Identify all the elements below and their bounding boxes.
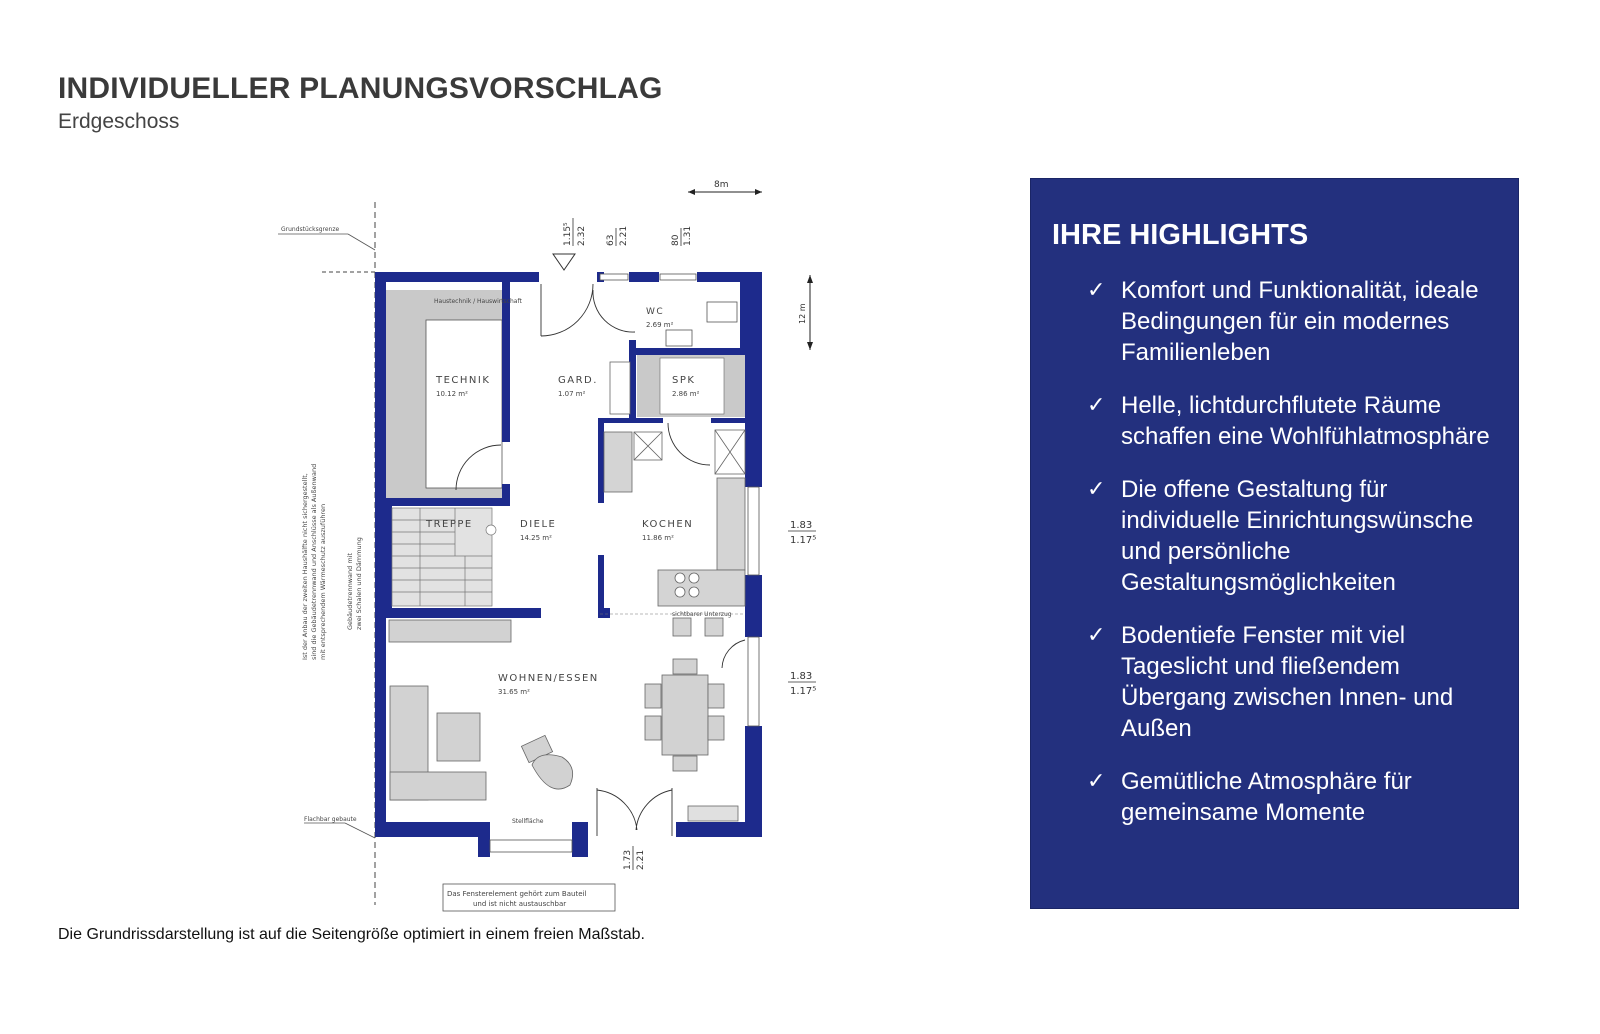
highlight-text: Bodentiefe Fenster mit viel Tageslicht und fließendem Übergang zwischen Innen- und Außen xyxy=(1121,622,1454,742)
window-top-2 xyxy=(660,274,696,280)
technik-note: Haustechnik / Hauswirtschaft xyxy=(434,298,522,305)
wall-left xyxy=(375,272,386,837)
left-note-3: mit entsprechendem Wärmeschutz auszuführen xyxy=(319,503,327,660)
checkmark-icon: ✓ xyxy=(1087,623,1106,648)
window-right-2 xyxy=(748,637,759,726)
window-note-2: und ist nicht austauschbar xyxy=(473,900,567,908)
front-door xyxy=(541,284,593,336)
checkmark-icon: ✓ xyxy=(1087,393,1106,418)
room-wc-name: WC xyxy=(646,307,665,317)
room-diele-name: DIELE xyxy=(520,519,557,530)
room-wc-area: 2.69 m² xyxy=(646,321,674,329)
label-unterzug: sichtbarer Unterzug xyxy=(672,611,732,618)
label-flachbar: Flachbar gebaute xyxy=(304,816,357,823)
dim-right-a1: 1.83 xyxy=(790,520,813,531)
left-note-2: sind die Gebäudetrennwand und Anschlüsse als Außenwand xyxy=(310,463,318,660)
left-note-1: Ist der Anbau der zweiten Haushälfte nicht sichergestellt, xyxy=(301,473,309,660)
highlight-text: Komfort und Funktionalität, ideale Bedingungen für ein modernes Familienleben xyxy=(1121,277,1479,366)
checkmark-icon: ✓ xyxy=(1087,278,1106,303)
highlight-item xyxy=(1031,474,1509,598)
room-spk-name: SPK xyxy=(672,375,696,386)
label-stellflaeche: Stellfläche xyxy=(512,818,544,825)
side-dim-label: 12 m xyxy=(798,303,807,324)
dim-right-b1: 1.83 xyxy=(790,671,813,682)
room-wohnen-name: WOHNEN/ESSEN xyxy=(498,673,599,684)
dim-right-b2: 1.17⁵ xyxy=(790,686,817,697)
wall-bottom-1 xyxy=(375,822,490,837)
window-note-1: Das Fensterelement gehört zum Bauteil xyxy=(447,890,587,898)
dim-top-a1: 1.15⁵ xyxy=(563,222,573,246)
floor-plan xyxy=(270,170,830,915)
highlight-text: Die offene Gestaltung für individuelle Einrichtungswünsche und persönliche Gestaltungsmöglichkeiten xyxy=(1121,476,1474,596)
wall-right-2 xyxy=(745,575,762,637)
room-gard-name: GARD. xyxy=(558,375,598,386)
highlight-item xyxy=(1031,390,1509,452)
highlights-panel xyxy=(1030,178,1519,909)
dim-top-c2: 1.31 xyxy=(683,225,693,246)
footnote: Die Grundrissdarstellung ist auf die Seitengröße optimiert in einem freien Maßstab. xyxy=(58,926,645,943)
page-subtitle: Erdgeschoss xyxy=(58,110,180,133)
living-furniture xyxy=(389,620,738,821)
room-diele-area: 14.25 m² xyxy=(520,534,552,542)
window-top-1 xyxy=(600,274,628,280)
highlights-title: IHRE HIGHLIGHTS xyxy=(1052,219,1309,251)
highlight-item xyxy=(1031,766,1509,828)
window-right-1 xyxy=(748,487,759,575)
label-grundstuecksgrenze: Grundstücksgrenze xyxy=(281,226,340,233)
entrance-arrow xyxy=(553,254,575,270)
checkmark-icon: ✓ xyxy=(1087,769,1106,794)
wall-right-1 xyxy=(745,272,762,487)
dim-top-b1: 63 xyxy=(606,234,616,246)
page-title: INDIVIDUELLER PLANUNGSVORSCHLAG xyxy=(58,72,663,105)
left-note-4: Gebäudetrennwand mit xyxy=(346,552,354,630)
wall-right-3 xyxy=(745,726,762,837)
highlight-text: Helle, lichtdurchflutete Räume schaffen eine Wohlfühlatmosphäre xyxy=(1121,392,1490,450)
room-kochen-name: KOCHEN xyxy=(642,519,694,530)
room-kochen-area: 11.86 m² xyxy=(642,534,674,542)
window-bottom xyxy=(490,840,572,852)
room-spk-area: 2.86 m² xyxy=(672,390,700,398)
room-treppe-name: TREPPE xyxy=(426,519,473,530)
dim-right-a2: 1.17⁵ xyxy=(790,535,817,546)
dim-top-b2: 2.21 xyxy=(619,225,629,246)
room-technik-area: 10.12 m² xyxy=(436,390,468,398)
room-wohnen-area: 31.65 m² xyxy=(498,688,530,696)
wall-top-left xyxy=(375,272,539,282)
highlight-text: Gemütliche Atmosphäre für gemeinsame Momente xyxy=(1121,768,1412,826)
room-technik-name: TECHNIK xyxy=(436,375,491,386)
room-gard-area: 1.07 m² xyxy=(558,390,586,398)
highlight-item xyxy=(1031,620,1509,744)
checkmark-icon: ✓ xyxy=(1087,477,1106,502)
dim-top-a2: 2.32 xyxy=(577,225,587,246)
scale-bar-label: 8m xyxy=(714,180,729,190)
highlights-list xyxy=(1031,275,1509,850)
dim-bottom-1: 1.73 xyxy=(623,849,633,870)
highlight-item xyxy=(1031,275,1509,368)
dim-bottom-2: 2.21 xyxy=(636,849,646,870)
left-note-5: zwei Schalen und Dämmung xyxy=(355,537,363,630)
dim-top-c1: 80 xyxy=(671,234,681,246)
